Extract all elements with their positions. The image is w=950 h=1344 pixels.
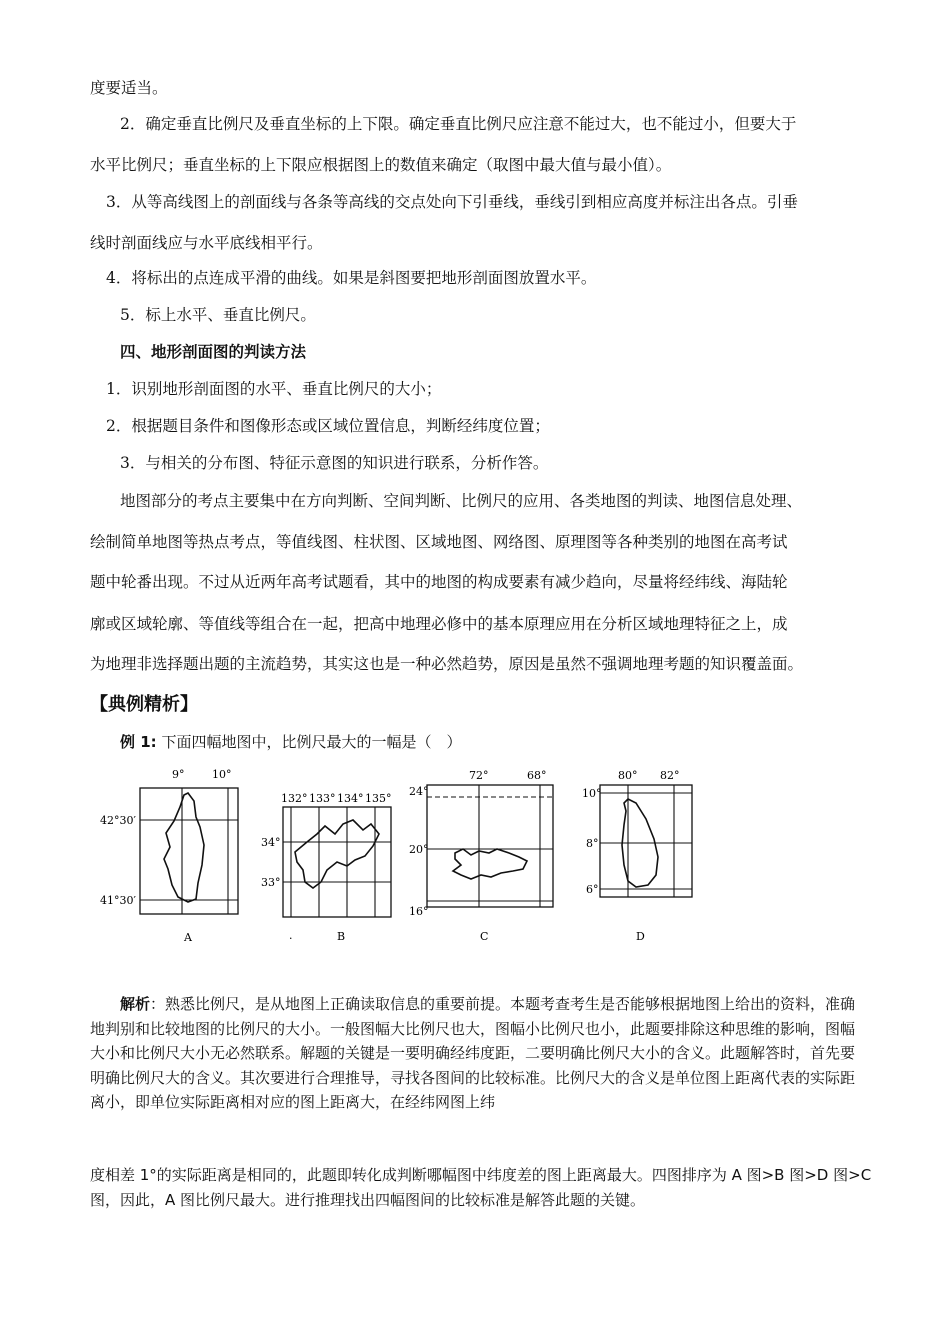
map-a-lat2: 41°30′ bbox=[100, 894, 136, 907]
analysis-label: 解析 bbox=[120, 995, 151, 1013]
map-a-lon2: 10° bbox=[212, 768, 232, 781]
map-d-lat2: 8° bbox=[586, 837, 599, 850]
paragraph-line: 为地理非选择题出题的主流趋势，其实这也是一种必然趋势，原因是虽然不强调地理考题的知识覆盖面。 bbox=[90, 655, 804, 673]
map-b bbox=[255, 790, 405, 945]
map-d-figure bbox=[580, 765, 710, 945]
map-b-lon3: 134° bbox=[337, 792, 364, 805]
paragraph-line: 5．标上水平、垂直比例尺。 bbox=[120, 306, 316, 324]
example-text: 下面四幅地图中，比例尺最大的一幅是（ ） bbox=[161, 733, 462, 751]
map-b-island bbox=[295, 820, 379, 888]
map-d-caption: D bbox=[636, 930, 645, 943]
map-b-dot: · bbox=[289, 932, 293, 945]
map-d-lon2: 82° bbox=[660, 769, 680, 782]
map-b-lat1: 34° bbox=[261, 836, 281, 849]
paragraph-line: 2．确定垂直比例尺及垂直坐标的上下限。确定垂直比例尺应注意不能过大，也不能过小，但要大于 bbox=[120, 115, 797, 133]
paragraph-line: 题中轮番出现。不过从近两年高考试题看，其中的地图的构成要素有减少趋向，尽量将经纬线、海陆轮 bbox=[90, 573, 788, 591]
map-a-lon1: 9° bbox=[172, 768, 185, 781]
example-question bbox=[120, 731, 461, 752]
map-c-figure bbox=[405, 765, 565, 945]
paragraph-line: 度要适当。 bbox=[90, 79, 168, 97]
map-a-island bbox=[164, 793, 204, 902]
map-c-lat1: 24° bbox=[409, 785, 429, 798]
paragraph-line: 2．根据题目条件和图像形态或区域位置信息，判断经纬度位置； bbox=[106, 417, 550, 435]
section-title: 【典例精析】 bbox=[90, 694, 198, 715]
paragraph-line: 绘制简单地图等热点考点，等值线图、柱状图、区域地图、网络图、原理图等各种类别的地图在高考试 bbox=[90, 533, 788, 551]
map-a-lat1: 42°30′ bbox=[100, 814, 136, 827]
paragraph-line: 水平比例尺；垂直坐标的上下限应根据图上的数值来确定（取图中最大值与最小值）。 bbox=[90, 156, 672, 174]
map-d-lat1: 10° bbox=[582, 787, 602, 800]
example-label: 例 1: bbox=[120, 733, 157, 751]
map-c-frame bbox=[427, 785, 553, 907]
section-heading: 四、地形剖面图的判读方法 bbox=[120, 342, 307, 361]
paragraph-line: 3．从等高线图上的剖面线与各条等高线的交点处向下引垂线，垂线引到相应高度并标注出各点。引垂 bbox=[106, 193, 798, 211]
map-b-lon4: 135° bbox=[365, 792, 392, 805]
analysis-body: ：熟悉比例尺，是从地图上正确读取信息的重要前提。本题考查考生是否能够根据地图上给出的资料，准确地判别和比较地图的比例尺的大小。一般图幅大比例尺也大，图幅小比例尺也小，此题要排除这种思维的影响，图幅大小和比例尺大小无必然联系。解题的关键是一要明确经纬度距，二要明确比例尺大小的含义。此题解答时，首先要明确比例尺大的含义。其次要进行合理推导，寻找各图间的比较标准。比例尺大的含义是单位图上距离代表的实际距离小，即单位实际距离相对应的图上距离大，在经纬网图上纬 bbox=[90, 995, 856, 1111]
paragraph-line: 4．将标出的点连成平滑的曲线。如果是斜图要把地形剖面图放置水平。 bbox=[106, 269, 597, 287]
map-c-lat2: 20° bbox=[409, 843, 429, 856]
map-a bbox=[100, 765, 250, 945]
map-b-figure bbox=[255, 790, 405, 945]
paragraph-line: 3．与相关的分布图、特征示意图的知识进行联系，分析作答。 bbox=[120, 454, 549, 472]
map-c-lon2: 68° bbox=[527, 769, 547, 782]
map-c-caption: C bbox=[480, 930, 489, 943]
map-b-caption: B bbox=[337, 930, 346, 943]
map-c bbox=[405, 765, 565, 945]
analysis-paragraph bbox=[90, 992, 865, 1115]
map-a-caption: A bbox=[184, 931, 192, 944]
map-c-lat3: 16° bbox=[409, 905, 429, 918]
analysis-continued: 度相差 1°的实际距离是相同的，此题即转化成判断哪幅图中纬度差的图上距离最大。四图排序为 A 图>B 图>D 图>C 图，因此，A 图比例尺最大。进行推理找出四幅图间的比较标准是解答此题的关键。 bbox=[90, 1166, 872, 1209]
map-a-frame bbox=[140, 788, 238, 914]
map-d-lon1: 80° bbox=[618, 769, 638, 782]
map-b-lon2: 133° bbox=[309, 792, 336, 805]
paragraph-line: 廓或区域轮廓、等值线等组合在一起，把高中地理必修中的基本原理应用在分析区域地理特征之上，成 bbox=[90, 615, 788, 633]
map-b-lat2: 33° bbox=[261, 876, 281, 889]
map-c-island bbox=[453, 849, 527, 879]
map-d-lat3: 6° bbox=[586, 883, 599, 896]
map-a-figure bbox=[100, 765, 250, 945]
paragraph-line: 1．识别地形剖面图的水平、垂直比例尺的大小； bbox=[106, 380, 442, 398]
paragraph-line: 地图部分的考点主要集中在方向判断、空间判断、比例尺的应用、各类地图的判读、地图信息处理、 bbox=[120, 492, 803, 510]
map-c-lon1: 72° bbox=[469, 769, 489, 782]
map-b-lon1: 132° bbox=[281, 792, 308, 805]
map-d-frame bbox=[600, 785, 692, 897]
paragraph-line: 线时剖面线应与水平底线相平行。 bbox=[90, 234, 323, 252]
map-d bbox=[580, 765, 710, 945]
